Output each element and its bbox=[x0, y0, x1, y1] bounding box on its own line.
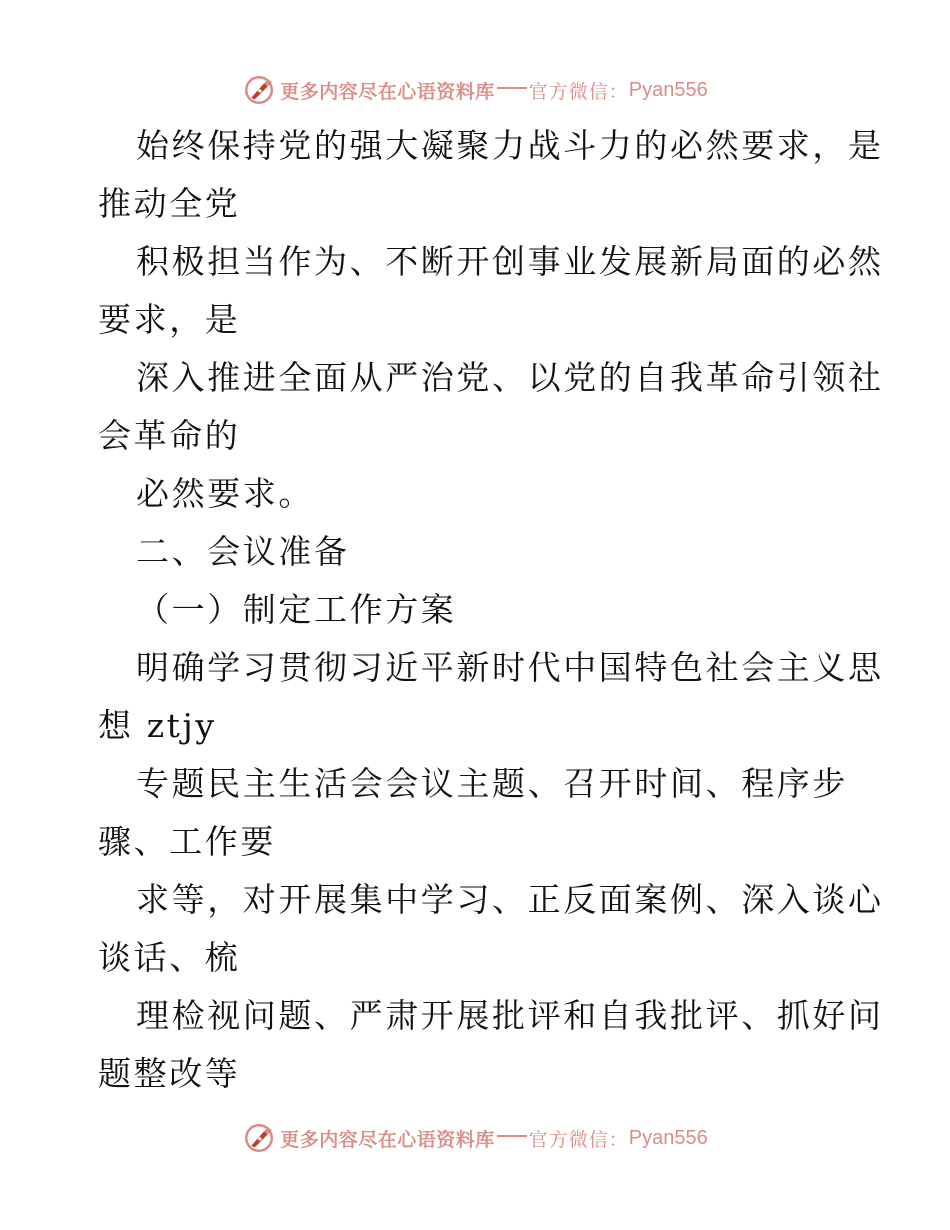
text-line: 始终保持党的强大凝聚力战斗力的必然要求，是 bbox=[136, 126, 884, 165]
banner-dash bbox=[497, 87, 527, 89]
banner-dash bbox=[497, 1135, 527, 1137]
header-watermark-banner bbox=[0, 70, 950, 110]
text-line: 想 ztjy bbox=[98, 706, 217, 745]
banner-wechat-label: 官方微信： bbox=[528, 80, 629, 103]
subsection-heading: （一）制定工作方案 bbox=[136, 590, 457, 629]
footer-watermark-banner bbox=[0, 1118, 950, 1158]
banner-text: 更多内容尽在心语资料库 bbox=[280, 80, 495, 103]
banner-text: 更多内容尽在心语资料库 bbox=[280, 1128, 495, 1151]
document-body bbox=[98, 117, 884, 1103]
text-line: 专题民主生活会会议主题、召开时间、程序步 bbox=[136, 764, 848, 803]
pen-nib-logo-icon bbox=[242, 1121, 276, 1155]
text-line: 积极担当作为、不断开创事业发展新局面的必然 bbox=[136, 242, 884, 281]
text-line: 要求，是 bbox=[98, 300, 241, 339]
text-line: 骤、工作要 bbox=[98, 822, 276, 861]
text-line: 明确学习贯彻习近平新时代中国特色社会主义思 bbox=[136, 648, 884, 687]
banner-wechat-id: Pyan556 bbox=[628, 78, 708, 101]
banner-wechat-label: 官方微信： bbox=[528, 1128, 629, 1151]
pen-nib-logo-icon bbox=[242, 73, 276, 107]
text-line: 求等，对开展集中学习、正反面案例、深入谈心 bbox=[136, 880, 884, 919]
text-line: 推动全党 bbox=[98, 184, 241, 223]
text-line: 深入推进全面从严治党、以党的自我革命引领社 bbox=[136, 358, 884, 397]
text-line: 会革命的 bbox=[98, 416, 241, 455]
banner-wechat-id: Pyan556 bbox=[628, 1126, 708, 1149]
text-line: 必然要求。 bbox=[136, 474, 314, 513]
text-line: 谈话、梳 bbox=[98, 938, 241, 977]
text-line: 题整改等 bbox=[98, 1054, 241, 1093]
text-line: 理检视问题、严肃开展批评和自我批评、抓好问 bbox=[136, 996, 884, 1035]
section-heading: 二、会议准备 bbox=[136, 532, 350, 571]
